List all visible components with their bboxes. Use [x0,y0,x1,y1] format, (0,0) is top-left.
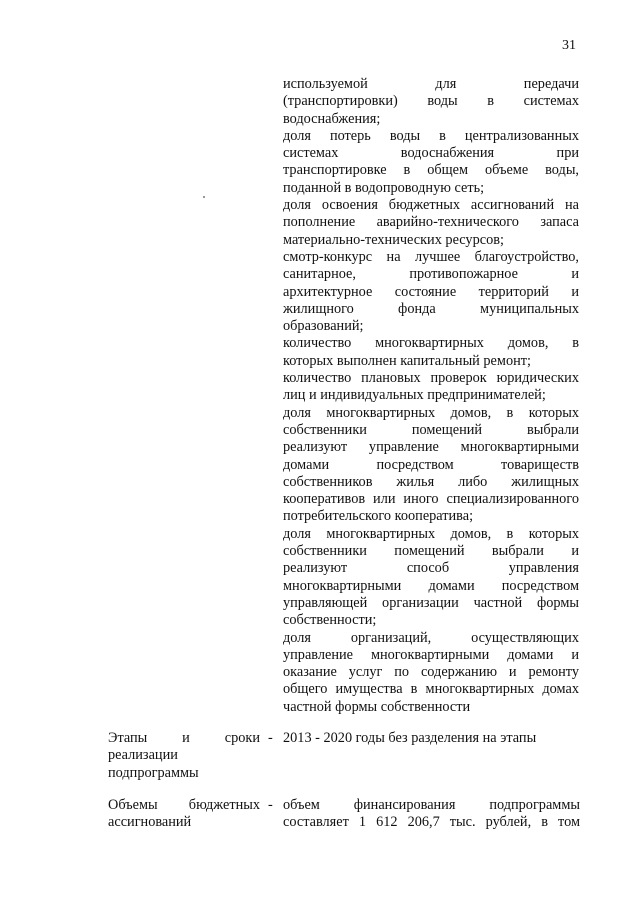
indicator-line: используемой для передачи [283,76,579,92]
stages-label-line: реализации [108,747,178,764]
indicator-line: потребительского кооператива; [283,508,474,525]
stages-value-text: 2013 - 2020 годы без разделения на этапы [283,730,537,746]
indicator-line: управление многоквартирными домами и [283,646,579,663]
indicator-line: смотр-конкурс на лучшее благоустройство, [283,248,579,265]
budget-dash: - [268,797,273,813]
budget-label [108,797,260,832]
indicator-line: пополнение аварийно-технического запаса [283,214,579,231]
indicator-line: количество плановых проверок юридических [283,370,579,387]
indicator-line: системах водоснабжения при [283,145,579,162]
indicator-line: количество многоквартирных домов, в [283,335,579,352]
indicator-line: собственников жилья либо жилищных [283,473,579,490]
indicator-line: транспортировке в общем объеме воды, [283,162,579,179]
page-number: 31 [562,38,576,53]
indicator-line: управляющей организации частной формы [283,594,579,611]
indicator-line: реализуют способ управления [283,560,579,577]
indicator-line: материально-технических ресурсов; [283,231,504,248]
indicator-line: которых выполнен капитальный ремонт; [283,352,531,369]
indicators-text [283,76,579,716]
indicator-line: санитарное, противопожарное и [283,266,579,283]
indicator-line: (транспортировки) воды в системах [283,93,579,110]
indicator-line: доля организаций, осуществляющих [283,629,579,646]
indicator-line: архитектурное состояние территорий и [283,283,579,300]
stages-value [283,730,580,747]
stages-label-line: подпрограммы [108,764,199,781]
budget-label-line: ассигнований [108,814,192,831]
indicator-line: образований; [283,318,364,335]
indicator-line: водоснабжения; [283,110,381,127]
stages-label-line: Этапы и сроки [108,730,260,746]
indicator-line: доля многоквартирных домов, в которых [283,525,579,542]
budget-value-line: объем финансирования подпрограммы [283,797,580,813]
indicator-line: поданной в водопроводную сеть; [283,179,485,196]
indicator-line: кооперативов или иного специализированного [283,491,579,508]
budget-label-line: Объемы бюджетных [108,797,260,813]
indicator-line: собственники помещений выбрали и [283,543,579,560]
stages-label [108,730,260,782]
indicator-line: собственности; [283,612,377,629]
budget-value [283,797,580,832]
indicator-line: частной формы собственности [283,698,471,715]
indicator-line: общего имущества в многоквартирных домах [283,681,579,698]
indicator-line: доля многоквартирных домов, в которых [283,404,579,421]
indicator-line: жилищного фонда муниципальных [283,300,579,317]
stages-dash: - [268,730,273,746]
indicator-line: реализуют управление многоквартирными [283,439,579,456]
indicator-line: оказание услуг по содержанию и ремонту [283,664,579,681]
indicator-line: доля потерь воды в централизованных [283,127,579,144]
indicator-line: доля освоения бюджетных ассигнований на [283,197,579,214]
indicator-line: лиц и индивидуальных предпринимателей; [283,387,546,404]
scan-speck [203,196,205,198]
budget-value-line: составляет 1 612 206,7 тыс. рублей, в том [283,814,580,831]
indicator-line: домами посредством товариществ [283,456,579,473]
indicator-line: собственники помещений выбрали [283,421,579,438]
indicator-line: многоквартирными домами посредством [283,577,579,594]
